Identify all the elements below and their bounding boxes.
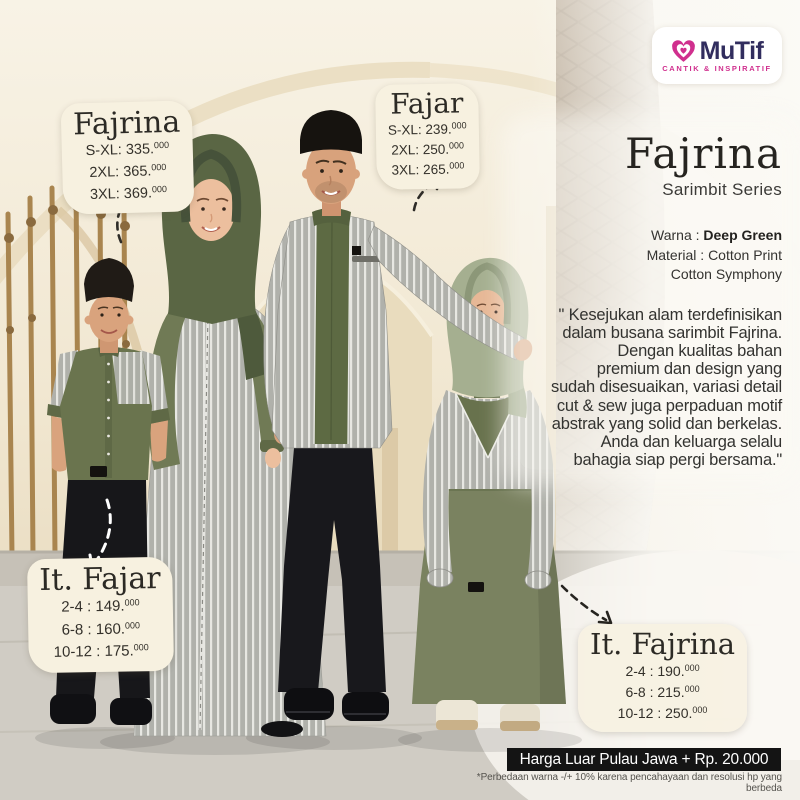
son-shoe — [110, 698, 152, 725]
product-series: Sarimbit Series — [662, 180, 782, 200]
spec-color: Warna : Deep Green — [651, 227, 782, 244]
price-row: 3XL: 265.$^{000}$ — [391, 160, 465, 178]
price-row: 2XL: 250.$^{000}$ — [391, 140, 465, 158]
price-tag-fajrina — [61, 100, 195, 215]
son-shirt-tag — [90, 466, 107, 477]
product-title: Fajrina — [625, 129, 782, 178]
father-shoe — [284, 688, 334, 720]
skirt-tag — [468, 582, 484, 592]
son-face — [89, 294, 129, 342]
price-row: S-XL: 335.$^{000}$ — [85, 139, 170, 160]
color-disclaimer: *Perbedaan warna -/+ 10% karena pencahayaan dan resolusi hp yang berbeda — [476, 772, 782, 794]
price-row: 6-8 : 160.$^{000}$ — [61, 619, 141, 639]
price-row: 10-12 : 175.$^{000}$ — [53, 642, 149, 661]
product-info-panel — [520, 129, 782, 469]
brand-logo-card — [652, 27, 782, 84]
price-row: 6-8 : 215.$^{000}$ — [625, 683, 700, 700]
price-row: 2-4 : 149.$^{000}$ — [61, 597, 140, 616]
price-row: 2XL: 365.$^{000}$ — [89, 161, 167, 181]
son-shoe — [50, 694, 96, 724]
tag-title: It. Fajar — [39, 560, 161, 599]
mother-hand — [265, 448, 281, 468]
product-specs — [520, 226, 782, 285]
spec-material: Material : Cotton Print — [646, 246, 782, 263]
father-shoe — [342, 692, 389, 721]
tag-title: It. Fajrina — [590, 627, 736, 661]
product-description: " Kesejukan alam terdefinisikan dalam busana sarimbit Fajrina. Dengan kualitas bahan premium dan design yang sudah disesuaikan, variasi detail cut & sew juga perpaduan motif abstrak yang solid dan berkelas. Anda dan keluarga selalu bahagia siap pergi bersama." — [551, 305, 782, 469]
shipping-price-bar: Harga Luar Pulau Jawa + Rp. 20.000 — [507, 748, 781, 771]
mutif-heart-icon — [671, 40, 696, 63]
price-tag-fajar — [375, 83, 480, 189]
tag-title: Fajrina — [72, 104, 181, 143]
price-row: S-XL: 239.$^{000}$ — [387, 120, 467, 138]
price-row: 10-12 : 250.$^{000}$ — [617, 704, 708, 721]
mother-shoe — [261, 721, 303, 737]
brand-tagline: CANTIK & INSPIRATIF — [662, 63, 772, 73]
price-tag-it-fajar — [27, 557, 174, 673]
price-row: 2-4 : 190.$^{000}$ — [625, 662, 700, 679]
price-tag-it-fajrina — [578, 624, 747, 732]
chest-tag — [352, 246, 361, 255]
spec-material-2: Cotton Symphony — [670, 266, 782, 283]
brand-name: MuTif — [699, 36, 764, 65]
tag-title: Fajar — [390, 86, 464, 121]
price-row: 3XL: 369.$^{000}$ — [89, 183, 168, 203]
